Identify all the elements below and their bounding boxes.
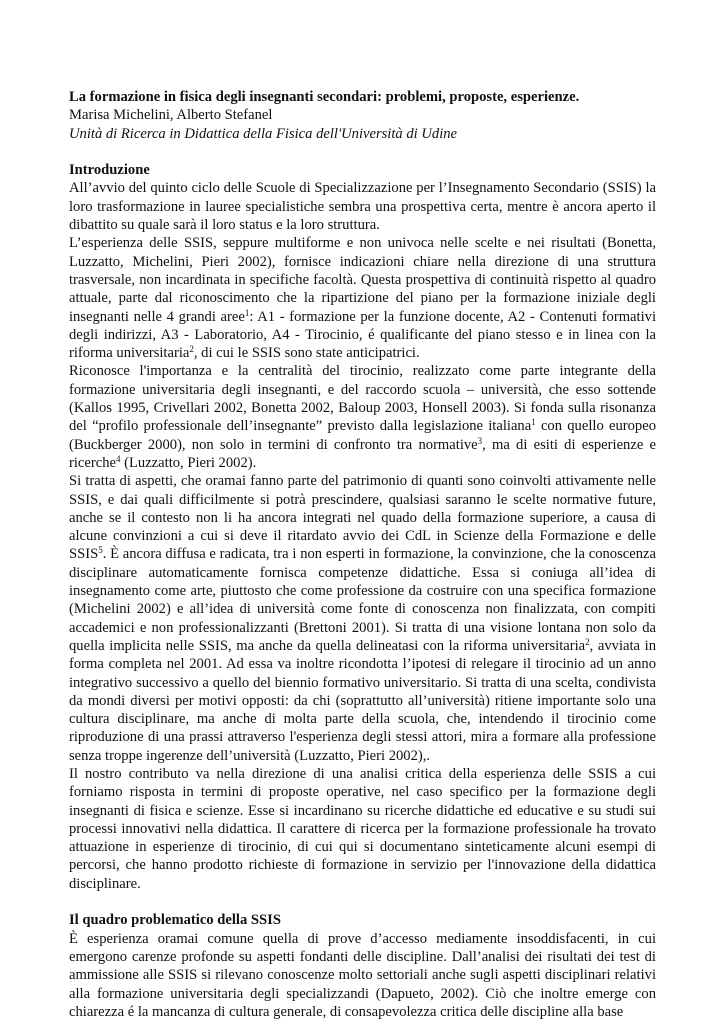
paragraph: L’esperienza delle SSIS, seppure multiforme e non univoca nelle scelte e nei risultati (Bonetta, Luzzatto, Michelini, Pieri 2002), fornisce indicazioni chiare nella direzione di una struttura trasversale, non incardinata in specifiche facoltà. Questa prospettiva di continuità rispetto al quadro attuale, parte dal riconoscimento che la ripartizione del piano per la formazione iniziale degli insegnanti nelle 4 grandi aree$^1$: A1 - formazione per la funzione docente, A2 - Contenuti formativi degli indirizzi, A3 - Laboratorio, A4 - Tirocinio, é qualificante del piano stesso e in linea con la riforma universitaria$^2$, di cui le SSIS sono state anticipatrici. xyxy=(69,235,656,362)
footnote-mark: 4 xyxy=(115,453,121,464)
paragraph: È esperienza oramai comune quella di prove d’accesso mediamente insoddisfacenti, in cui emergono carenze profonde su aspetti fondanti delle discipline. Dall’analisi dei risultati dei test di ammissione alle SSIS si rilevano conoscenze molto settoriali anche sugli aspetti disciplinari relativi alla formazione universitaria degli specializzandi (Dapueto, 2002). Ciò che inoltre emerge con chiarezza é la mancanza di cultura generale, di consapevolezza critica delle discipline alla base xyxy=(69,930,656,1020)
paragraph: Si tratta di aspetti, che oramai fanno parte del patrimonio di quanti sono coinvolti attivamente nelle SSIS, e dai quali difficilmente si potrà prescindere, qualsiasi saranno le scelte normative future, anche se il contesto non li ha ancora integrati nel quado della formazione superiore, a causa di alcune convinzioni a cui si deve il ritardato avvio dei CdL in Scienze della Formazione e delle SSIS$^5$. È ancora diffusa e radicata, tra i non esperti in formazione, la convinzione, che la conoscenza disciplinare automaticamente fornisca competenze didattiche. Essa si coniuga all’idea di insegnamento come arte, piuttosto che come professione da costruire con una specifica formazione (Michelini 2002) e all’idea di università come fonte di conoscenza non finalizzata, con compiti accademici e non professionalizzanti (Brettoni 2001). Si tratta di una visione lontana non solo da quella implicita nelle SSIS, ma anche da quella delineatasi con la riforma universitaria$^2$, avviata in forma completa nel 2001. Ad essa va inoltre ricondotta l’ipotesi di relegare il tirocinio ad un anno integrativo successivo a quello del biennio formativo universitario. Si tratta di una scelta, condivista da mondi diversi per motivi opposti: da chi (soprattutto all’università) ritiene importante solo una cultura disciplinare, ma anche di molta parte della scuola, che, intendendo il tirocinio come riproduzione di una prassi attraverso l'esperienza degli stessi attori, mira a formare alla professione senza troppe ingerenze dell’università (Luzzatto, Pieri 2002),. xyxy=(69,473,656,764)
footnote-mark: 2 xyxy=(585,636,590,647)
section-heading-quadro: Il quadro problematico della SSIS xyxy=(69,912,281,929)
authors: Marisa Michelini, Alberto Stefanel xyxy=(69,107,273,124)
section-heading-introduction: Introduzione xyxy=(69,162,150,179)
paragraph: Riconosce l'importanza e la centralità del tirocinio, realizzato come parte integrante della formazione universitaria degli insegnanti, e del raccordo scuola – università, che esso sottende (Kallos 1995, Crivellari 2002, Bonetta 2002, Baloup 2003, Honsell 2003). Si fonda sulla risonanza del “profilo professionale dell’insegnante” previsto dalla legislazione italiana$^1$ con quello europeo (Buckberger 2000), non solo in termini di confronto tra normative$^3$, ma di esiti di esperienze e ricerche$^4$ (Luzzatto, Pieri 2002). xyxy=(69,363,656,471)
paragraph: Il nostro contributo va nella direzione di una analisi critica della esperienza delle SSIS a cui forniamo risposta in termini di proposte operative, nel caso specifico per la formazione degli insegnanti di fisica e scienze. Esse si incardinano su ricerche didattiche ed educative e su studi sui processi innovativi nella didattica. Il carattere di ricerca per la formazione professionale ha trovato attuazione in esperienze di tirocinio, di cui qui si documentano sinteticamente alcuni esempi di percorsi, che hanno prodotto richieste di formazione in servizio per l'innovazione della didattica disciplinare. xyxy=(69,765,656,892)
footnote-mark: 3 xyxy=(477,435,483,446)
paper-title: La formazione in fisica degli insegnanti secondari: problemi, proposte, esperienze. xyxy=(69,89,580,105)
footnote-mark: 2 xyxy=(189,344,194,355)
document-page xyxy=(69,88,656,1021)
footnote-mark: 1 xyxy=(244,307,250,318)
footnote-mark: 1 xyxy=(531,417,536,428)
paragraph: All’avvio del quinto ciclo delle Scuole di Specializzazione per l’Insegnamento Secondario (SSIS) la loro trasformazione in lauree specialistiche sembra una prospettiva certa, mentre è ancora aperto il dibattito su quale sarà il loro status e la loro struttura. xyxy=(69,180,656,234)
affiliation: Unità di Ricerca in Didattica della Fisica dell'Università di Udine xyxy=(69,125,458,142)
footnote-mark: 5 xyxy=(98,545,103,556)
